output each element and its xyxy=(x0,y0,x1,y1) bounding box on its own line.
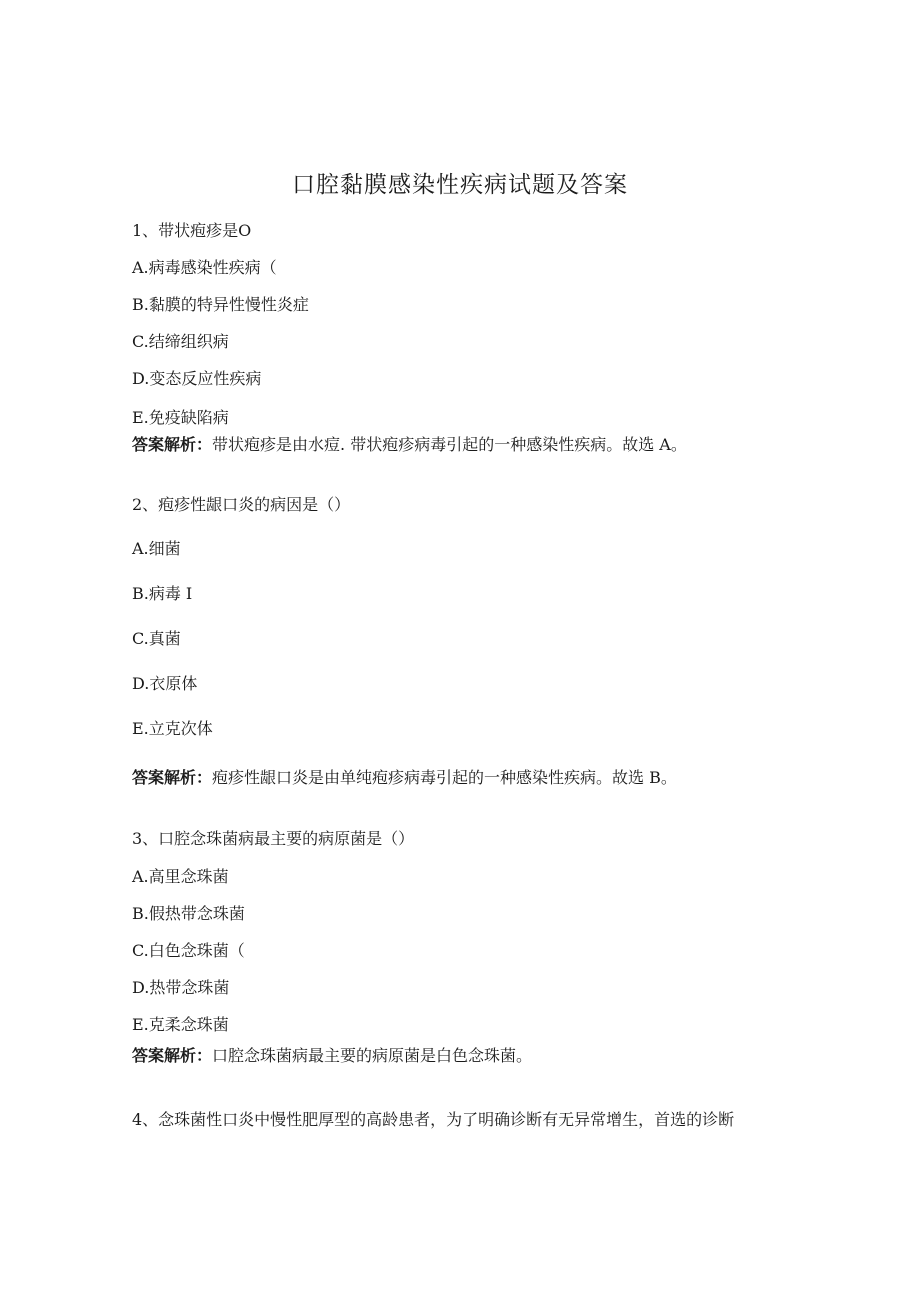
question-2-option-d: D.衣原体 xyxy=(132,674,198,693)
question-3-option-a: A.高里念珠菌 xyxy=(132,867,229,886)
question-2-answer xyxy=(132,767,677,789)
question-3-stem: 3、口腔念珠菌病最主要的病原菌是（） xyxy=(132,829,415,848)
question-3-answer xyxy=(132,1045,532,1067)
answer-label: 答案解析： xyxy=(132,768,213,787)
question-3-option-e: E.克柔念珠菌 xyxy=(132,1015,229,1034)
question-3-option-b: B.假热带念珠菌 xyxy=(132,904,245,923)
question-4-stem: 4、念珠菌性口炎中慢性肥厚型的高龄患者，为了明确诊断有无异常增生，首选的诊断 xyxy=(132,1110,735,1129)
question-1-explanation: 带状疱疹是由水痘. 带状疱疹病毒引起的一种感染性疾病。故选 A。 xyxy=(212,435,687,454)
question-2-stem: 2、疱疹性龈口炎的病因是（） xyxy=(132,495,351,514)
question-1-option-e: E.免疫缺陷病 xyxy=(132,408,229,427)
answer-label: 答案解析： xyxy=(132,1046,213,1065)
question-1-stem: 1、带状疱疹是O xyxy=(132,221,252,240)
question-3-explanation: 口腔念珠菌病最主要的病原菌是白色念珠菌。 xyxy=(212,1046,533,1065)
question-1-option-b: B.黏膜的特异性慢性炎症 xyxy=(132,295,309,314)
question-2-option-b: B.病毒 I xyxy=(132,584,193,603)
question-1-option-d: D.变态反应性疾病 xyxy=(132,369,262,388)
question-2-explanation: 疱疹性龈口炎是由单纯疱疹病毒引起的一种感染性疾病。故选 B。 xyxy=(212,768,677,787)
question-1-option-c: C.结缔组织病 xyxy=(132,332,229,351)
question-2-option-c: C.真菌 xyxy=(132,629,181,648)
question-1-answer xyxy=(132,434,687,456)
question-2-option-e: E.立克次体 xyxy=(132,719,213,738)
question-2-option-a: A.细菌 xyxy=(132,539,181,558)
question-3-option-d: D.热带念珠菌 xyxy=(132,978,230,997)
answer-label: 答案解析： xyxy=(132,435,213,454)
question-3-option-c: C.白色念珠菌（ xyxy=(132,941,245,960)
page-title: 口腔黏膜感染性疾病试题及答案 xyxy=(292,172,628,198)
question-1-option-a: A.病毒感染性疾病（ xyxy=(132,258,277,277)
